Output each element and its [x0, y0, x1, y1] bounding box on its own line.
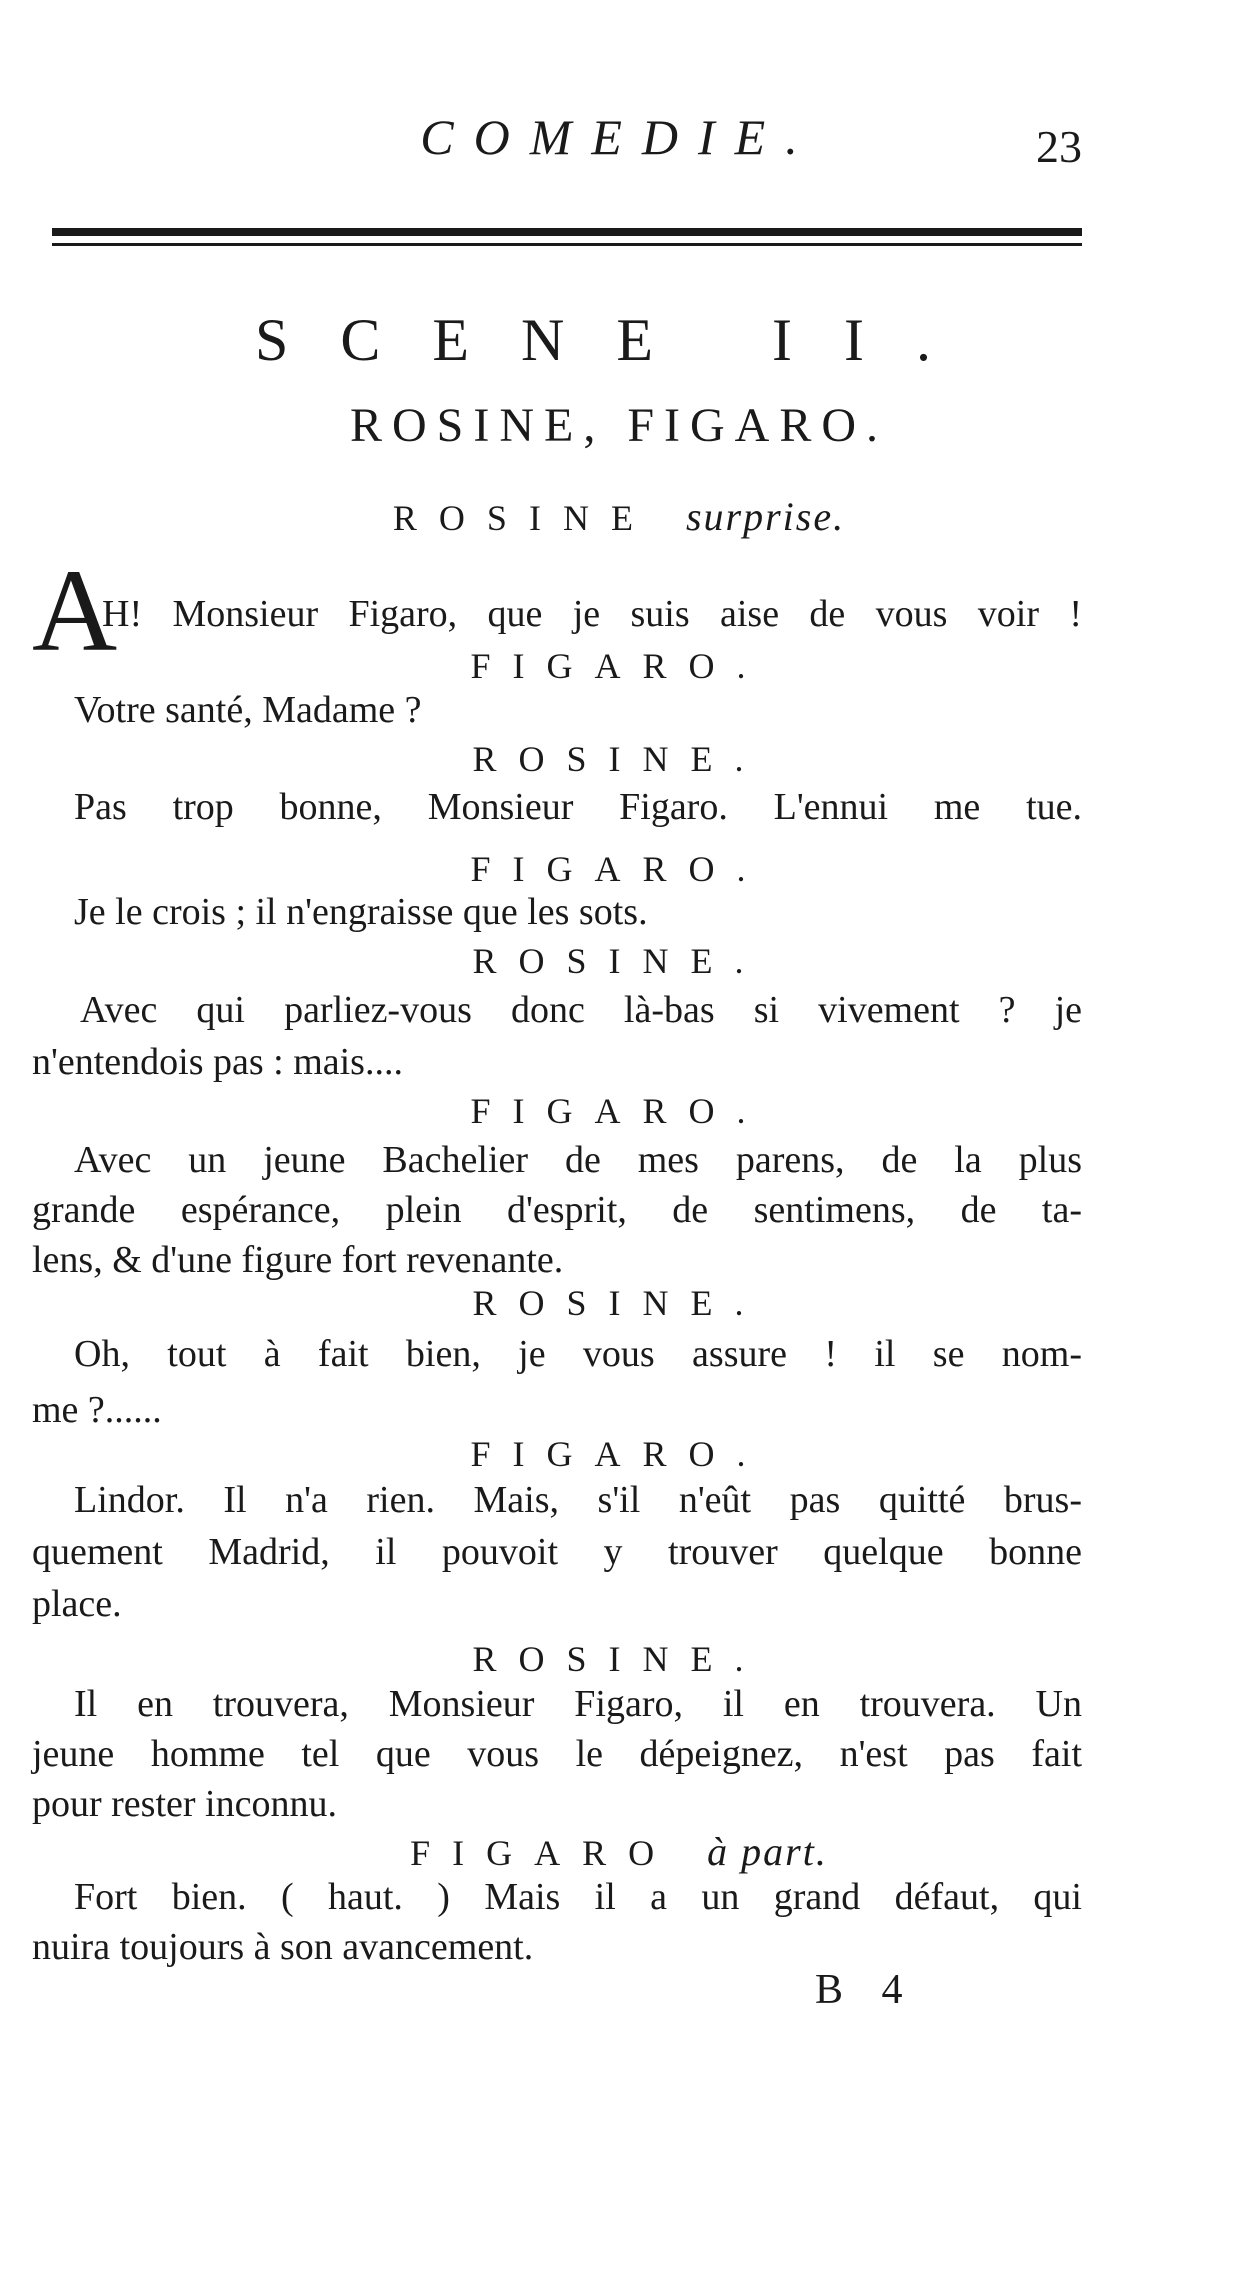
dialogue-line: jeune homme tel que vous le dépeignez, n'est pas fait [32, 1733, 1082, 1775]
header-rule-thin [52, 243, 1082, 246]
speaker-heading: FIGARO. [470, 1091, 768, 1131]
dialogue-line: Il en trouvera, Monsieur Figaro, il en trouvera. Un [74, 1683, 1082, 1725]
dialogue-line: lens, & d'une figure fort revenante. [32, 1239, 564, 1281]
drop-cap: A [32, 545, 118, 676]
dialogue-line: nuira toujours à son avancement. [32, 1926, 534, 1968]
speaker-heading: FIGARO. [470, 646, 768, 686]
speaker-heading: ROSINE. [472, 739, 766, 779]
dialogue-line: Fort bien. ( haut. ) Mais il a un grand défaut, qui [74, 1876, 1082, 1918]
scene-characters: ROSINE, FIGARO. [349, 399, 889, 452]
speaker-heading: FIGARO. [470, 849, 768, 889]
dialogue-line: Avec qui parliez-vous donc là-bas si vivement ? je [80, 989, 1082, 1031]
speaker-heading: ROSINE. [472, 1283, 766, 1323]
speaker-name: FIGARO [410, 1833, 677, 1873]
dialogue-line: me ?...... [32, 1389, 162, 1431]
speaker-heading: FIGARO. [470, 1434, 768, 1474]
dialogue-line: Votre santé, Madame ? [74, 689, 422, 731]
speaker-name: ROSINE [392, 498, 655, 538]
signature-mark: B 4 [815, 1967, 917, 2013]
dialogue-line: grande espérance, plein d'esprit, de sentimens, de ta- [32, 1189, 1082, 1231]
dialogue-line: Lindor. Il n'a rien. Mais, s'il n'eût pas quitté brus- [74, 1479, 1082, 1521]
dialogue-line: Je le crois ; il n'engraisse que les sots. [74, 891, 648, 933]
speaker-heading [0, 1828, 1238, 1875]
dialogue-line: pour rester inconnu. [32, 1783, 337, 1825]
header-rule-thick [52, 228, 1082, 236]
dialogue-line: H! Monsieur Figaro, que je suis aise de vous voir ! [102, 593, 1082, 635]
dialogue-line: quement Madrid, il pouvoit y trouver quelque bonne [32, 1531, 1082, 1573]
page-number: 23 [1036, 121, 1082, 172]
speaker-heading [0, 493, 1238, 540]
running-head: COMEDIE. [420, 109, 818, 165]
dialogue-line: Avec un jeune Bachelier de mes parens, de la plus [74, 1139, 1082, 1181]
dialogue-line: Pas trop bonne, Monsieur Figaro. L'ennui me tue. [74, 786, 1082, 828]
dialogue-line: Oh, tout à fait bien, je vous assure ! il se nom- [74, 1333, 1082, 1375]
dialogue-line: n'entendois pas : mais.... [32, 1041, 403, 1083]
dialogue-line: place. [32, 1583, 122, 1625]
stage-direction: à part. [707, 1829, 828, 1874]
speaker-heading: ROSINE. [472, 941, 766, 981]
scene-title: SCENE II. [255, 307, 983, 373]
speaker-heading: ROSINE. [472, 1639, 766, 1679]
stage-direction: surprise. [685, 494, 846, 539]
